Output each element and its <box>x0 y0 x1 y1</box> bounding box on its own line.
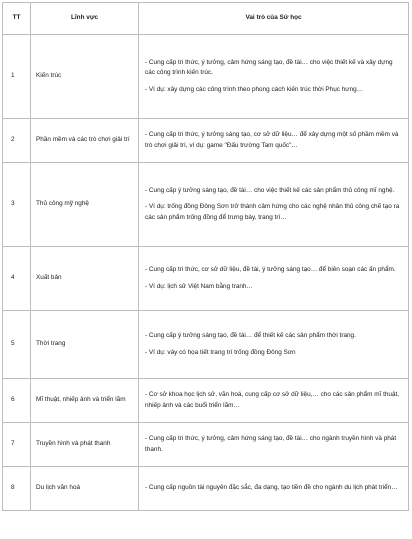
role-line: - Ví dụ: lịch sử Việt Nam bằng tranh… <box>145 282 253 290</box>
row-number: 2 <box>3 119 31 163</box>
row-role <box>139 247 409 311</box>
row-number: 5 <box>3 311 31 379</box>
row-number: 6 <box>3 379 31 423</box>
row-role <box>139 467 409 511</box>
row-field: Mĩ thuật, nhiếp ảnh và triển lãm <box>31 379 139 423</box>
role-line: - Cung cấp tri thức, ý tưởng sáng tạo, cơ sở dữ liệu… để xây dựng một số phầm mềm và trò chơi giải trí, ví dụ: game "Đấu trường Tam quốc"… <box>145 130 399 149</box>
row-role <box>139 311 409 379</box>
header-tt: TT <box>3 3 31 35</box>
row-role <box>139 379 409 423</box>
role-line: - Cung cấp tri thức, ý tưởng, cảm hứng sáng tạo, đề tài… cho ngành truyền hình và phát thanh. <box>145 434 397 453</box>
table-row <box>3 423 409 467</box>
table-row <box>3 311 409 379</box>
row-role <box>139 35 409 119</box>
table-row <box>3 467 409 511</box>
role-line: - Cơ sở khoa học lịch sử, văn hoá, cung cấp cơ sở dữ liệu,… cho các sản phẩm mĩ thuật, nhiếp ảnh và các buổi triển lãm… <box>145 390 400 409</box>
row-role <box>139 423 409 467</box>
role-line: - Ví dụ: trống đồng Đông Sơn trở thành cảm hứng cho các nghệ nhân thủ công chế tạo ra các sản phẩm trống đồng để trưng bày, trang trí… <box>145 203 400 221</box>
table-row <box>3 379 409 423</box>
row-number: 4 <box>3 247 31 311</box>
header-field: Lĩnh vực <box>31 3 139 35</box>
role-line: - Cung cấp tri thức, cơ sở dữ liệu, đề tài, ý tưởng sáng tạo… để biên soạn các ấn phẩm. <box>145 265 396 273</box>
header-role: Vai trò của Sử học <box>139 3 409 35</box>
row-field: Kiến trúc <box>31 35 139 119</box>
row-number: 8 <box>3 467 31 511</box>
table-row <box>3 163 409 247</box>
row-field: Phần mềm và các trò chơi giải trí <box>31 119 139 163</box>
row-role <box>139 163 409 247</box>
row-field: Thời trang <box>31 311 139 379</box>
row-number: 7 <box>3 423 31 467</box>
role-line: - Cung cấp ý tưởng sáng tạo, đề tài… để thiết kế các sản phẩm thời trang. <box>145 331 356 339</box>
row-number: 1 <box>3 35 31 119</box>
row-role <box>139 119 409 163</box>
table-row <box>3 119 409 163</box>
role-line: - Cung cấp nguồn tài nguyên đặc sắc, đa dạng, tạo tiền đề cho ngành du lịch phát triển… <box>145 484 398 492</box>
table-row <box>3 247 409 311</box>
table-header-row <box>3 3 409 35</box>
role-line: - Cung cấp tri thức, ý tưởng, cảm hứng sáng tạo, đề tài… cho việc thiết kế và xây dựng các công trình kiến trúc. <box>145 58 393 77</box>
role-line: - Ví dụ: xây dựng các công trình theo phong cách kiến trúc thời Phục hưng… <box>145 85 364 93</box>
row-field: Du lịch văn hoá <box>31 467 139 511</box>
role-line: - Ví dụ: váy có họa tiết trang trí trống đồng Đông Sơn <box>145 348 296 356</box>
row-field: Xuất bản <box>31 247 139 311</box>
history-roles-table <box>2 2 409 511</box>
row-number: 3 <box>3 163 31 247</box>
table-row <box>3 35 409 119</box>
role-line: - Cung cấp ý tưởng sáng tạo, đề tài… cho việc thiết kế các sản phẩm thủ công mĩ nghệ. <box>145 186 395 194</box>
row-field: Truyền hình và phát thanh <box>31 423 139 467</box>
row-field: Thủ công mỹ nghệ <box>31 163 139 247</box>
